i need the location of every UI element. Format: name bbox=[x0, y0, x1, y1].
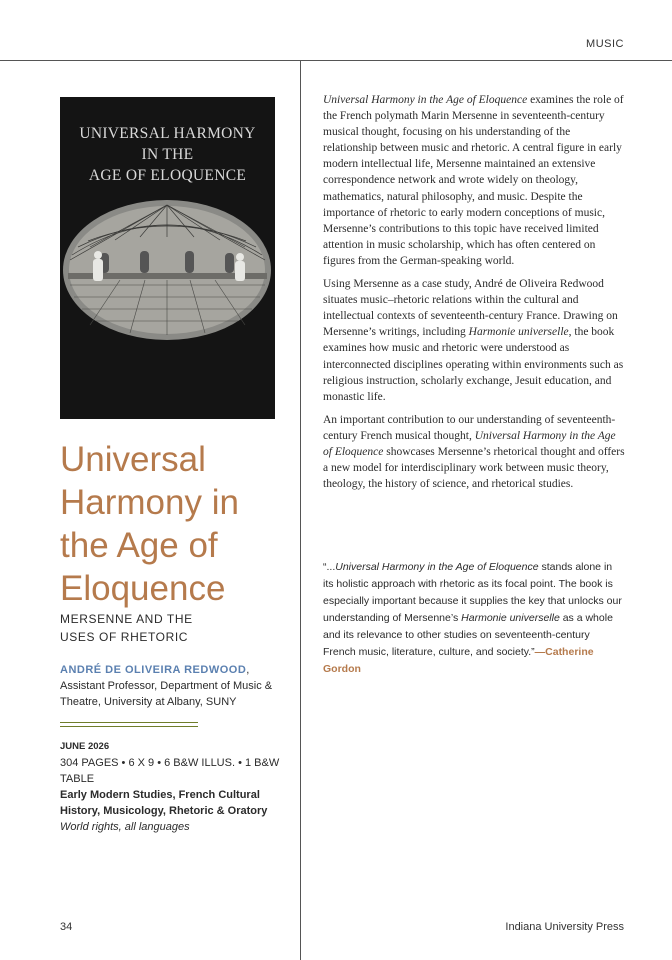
quote-text: as a whole and its relevance to other studies on seventeenth-century French music, literature, culture, and society.” bbox=[323, 612, 613, 658]
description-italic-title: Harmonie universelle bbox=[468, 326, 569, 339]
book-title-line: Eloquence bbox=[60, 569, 226, 608]
book-cover-image bbox=[60, 97, 275, 419]
cover-title-line: UNIVERSAL HARMONY bbox=[79, 125, 256, 142]
section-label: MUSIC bbox=[586, 38, 624, 50]
description-paragraph bbox=[323, 276, 625, 405]
review-quote bbox=[323, 559, 623, 678]
cover-engraving-illustration bbox=[60, 185, 275, 345]
column-divider bbox=[300, 60, 301, 960]
description-text: Using Mersenne as a case study, André de Oliveira Redwood situates music–rhetoric relations within the cultural and intellectual contexts of seventeenth-century France. Drawing on Mersenne’s writings, including bbox=[323, 278, 618, 339]
description-text: showcases Mersenne’s rhetorical thought and offers a new model for interdisciplinary work between music theory, theology, the history of science, and rhetorical studies. bbox=[323, 445, 625, 491]
author-comma: , bbox=[246, 664, 250, 676]
description-italic-title: Universal Harmony in the Age of Eloquence bbox=[323, 429, 616, 458]
page-number: 34 bbox=[60, 921, 73, 933]
quote-text: stands alone in its holistic approach with rhetoric as its focal point. The book is especially important because it supplies the key that unlocks our understanding of Mersenne’s bbox=[323, 561, 622, 624]
quote-italic-title: Universal Harmony in the Age of Eloquence bbox=[335, 561, 539, 573]
rights-info: World rights, all languages bbox=[60, 821, 190, 833]
description-paragraph bbox=[323, 92, 625, 269]
book-subtitle bbox=[60, 610, 295, 646]
cover-title-line: IN THE bbox=[141, 146, 194, 163]
book-metadata bbox=[60, 739, 290, 835]
book-title-line: Universal bbox=[60, 440, 206, 479]
description-paragraph bbox=[323, 412, 625, 492]
description-italic-title: Universal Harmony in the Age of Eloquence bbox=[323, 94, 528, 106]
accent-rule-top bbox=[60, 722, 198, 723]
book-title bbox=[60, 438, 295, 610]
header-rule bbox=[0, 60, 672, 61]
book-specs: 304 PAGES • 6 X 9 • 6 B&W ILLUS. • 1 B&W TABLE bbox=[60, 757, 280, 785]
author-block bbox=[60, 662, 290, 710]
author-affiliation: Assistant Professor, Department of Music & Theatre, University at Albany, SUNY bbox=[60, 680, 273, 708]
description-text: , the book examines how music and rhetoric were understood as interconnected disciplines operating within environments such as religious instruction, scholarly exchange, Jesuit education, and monastic life. bbox=[323, 326, 624, 403]
quote-text: “... bbox=[323, 561, 336, 573]
author-name: ANDRÉ DE OLIVEIRA REDWOOD bbox=[60, 664, 247, 676]
book-subtitle-line: MERSENNE AND THE bbox=[60, 612, 193, 626]
cover-title bbox=[60, 123, 275, 186]
quote-italic-title: Harmonie universelle bbox=[461, 612, 560, 624]
accent-rule-bottom bbox=[60, 726, 198, 727]
book-description bbox=[323, 92, 625, 499]
description-text: An important contribution to our understanding of seventeenth-century French musical thought, bbox=[323, 413, 616, 442]
subject-categories: Early Modern Studies, French Cultural History, Musicology, Rhetoric & Oratory bbox=[60, 789, 268, 817]
book-subtitle-line: USES OF RHETORIC bbox=[60, 630, 189, 644]
quote-attribution: —Catherine Gordon bbox=[323, 646, 594, 675]
book-title-line: Harmony in bbox=[60, 483, 239, 522]
book-title-line: the Age of bbox=[60, 526, 218, 565]
description-text: examines the role of the French polymath Marin Mersenne in seventeenth-century musical thought, focusing on his understanding of the relationship between music and rhetoric. A central figure in early modern intellectual life, Mersenne maintained an extensive correspondence network and wrote widely on theology, mathematics, natural philosophy, and music. Despite the importance of rhetoric to early modern conceptions of music, Mersenne’s contributions to this topic have received limited attention in music scholarship, which has often centered on figures from the German-speaking world. bbox=[323, 94, 624, 267]
publication-date: JUNE 2026 bbox=[60, 741, 110, 752]
publisher-name: Indiana University Press bbox=[505, 921, 624, 933]
cover-title-line: AGE OF ELOQUENCE bbox=[88, 167, 247, 184]
